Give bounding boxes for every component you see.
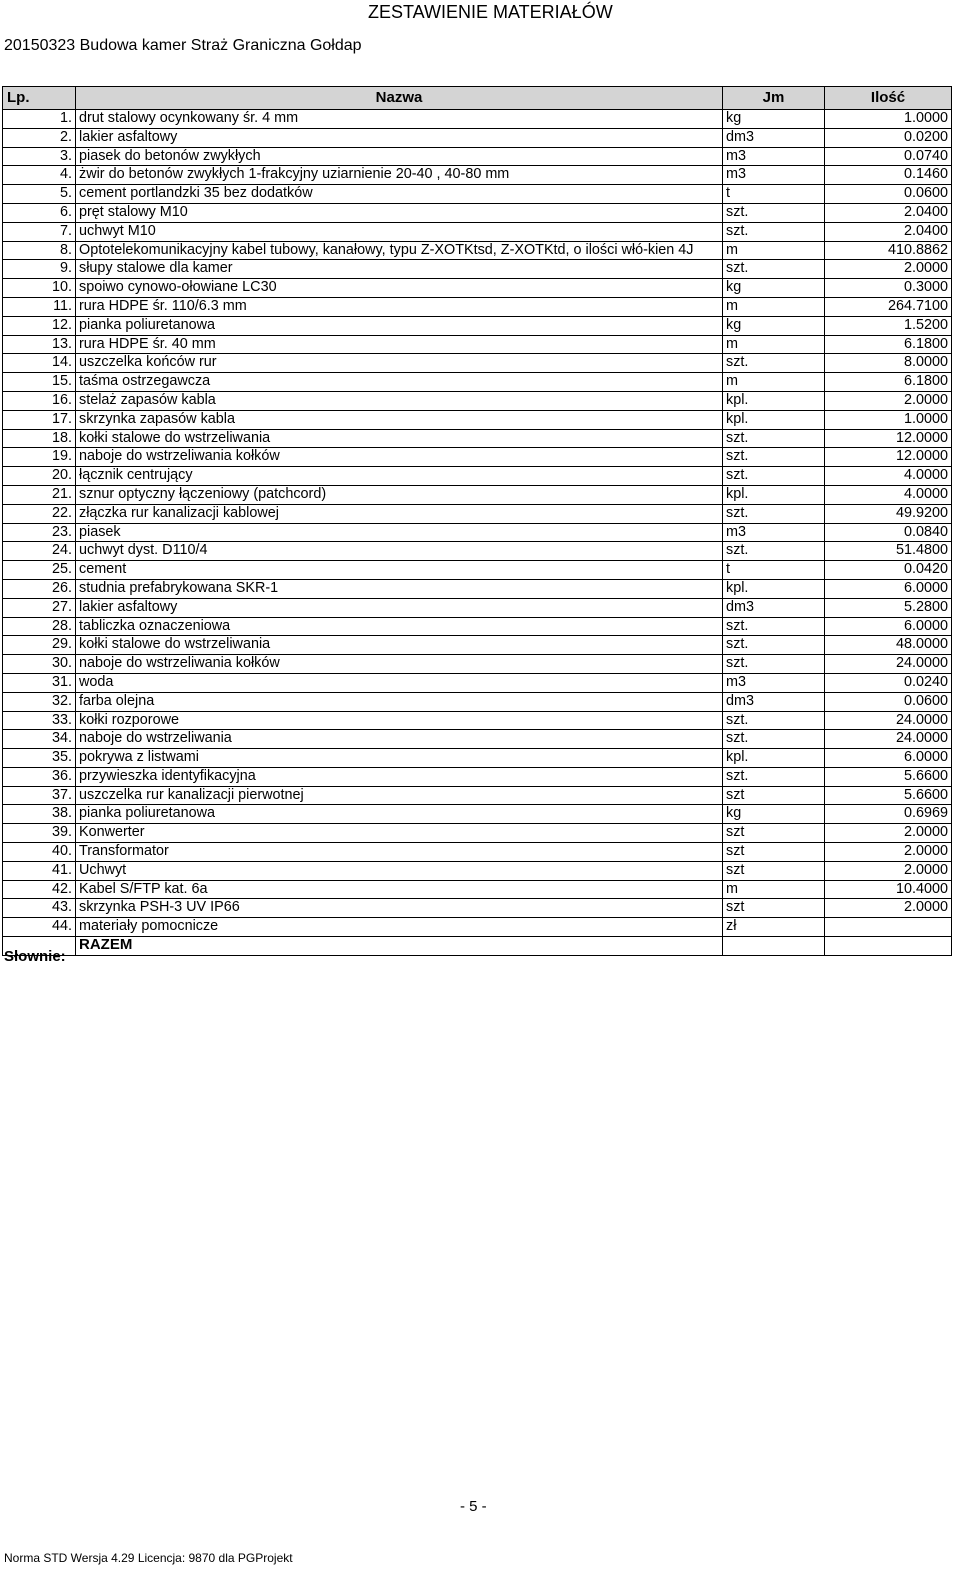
row-number: 24. — [3, 542, 76, 561]
quantity: 2.0000 — [825, 843, 952, 862]
row-number: 32. — [3, 692, 76, 711]
table-row — [3, 899, 952, 918]
total-label: RAZEM — [76, 937, 723, 956]
material-name: skrzynka PSH-3 UV IP66 — [76, 899, 723, 918]
row-number: 22. — [3, 504, 76, 523]
material-name: Optotelekomunikacyjny kabel tubowy, kanałowy, typu Z-XOTKtsd, Z-XOTKtd, o ilości włó-kien 4J — [76, 241, 723, 260]
table-row — [3, 805, 952, 824]
material-name: uszczelka końców rur — [76, 354, 723, 373]
unit: szt. — [723, 767, 825, 786]
unit: m — [723, 297, 825, 316]
table-row — [3, 185, 952, 204]
row-number: 40. — [3, 843, 76, 862]
unit: szt. — [723, 203, 825, 222]
unit: szt. — [723, 429, 825, 448]
table-row — [3, 673, 952, 692]
unit: kg — [723, 279, 825, 298]
material-name: piasek do betonów zwykłych — [76, 147, 723, 166]
quantity: 5.6600 — [825, 786, 952, 805]
unit: szt — [723, 843, 825, 862]
material-name: rura HDPE śr. 40 mm — [76, 335, 723, 354]
row-number: 19. — [3, 448, 76, 467]
quantity: 24.0000 — [825, 711, 952, 730]
license-text: Norma STD Wersja 4.29 Licencja: 9870 dla PGProjekt — [4, 1551, 293, 1565]
material-name: piasek — [76, 523, 723, 542]
table-row — [3, 373, 952, 392]
row-number: 38. — [3, 805, 76, 824]
material-name: pianka poliuretanowa — [76, 805, 723, 824]
material-name: taśma ostrzegawcza — [76, 373, 723, 392]
table-body — [3, 110, 952, 937]
quantity: 4.0000 — [825, 467, 952, 486]
quantity: 2.0000 — [825, 899, 952, 918]
material-name: pokrywa z listwami — [76, 749, 723, 768]
quantity: 1.0000 — [825, 410, 952, 429]
unit: m — [723, 335, 825, 354]
table-row — [3, 128, 952, 147]
quantity: 49.9200 — [825, 504, 952, 523]
table-row — [3, 335, 952, 354]
material-name: lakier asfaltowy — [76, 598, 723, 617]
material-name: kołki stalowe do wstrzeliwania — [76, 636, 723, 655]
materials-table — [2, 86, 952, 956]
unit: kg — [723, 316, 825, 335]
material-name: pręt stalowy M10 — [76, 203, 723, 222]
unit: m — [723, 880, 825, 899]
row-number: 26. — [3, 579, 76, 598]
table-row — [3, 147, 952, 166]
quantity: 0.0200 — [825, 128, 952, 147]
unit: szt — [723, 824, 825, 843]
page-number: - 5 - — [460, 1498, 487, 1515]
material-name: kołki stalowe do wstrzeliwania — [76, 429, 723, 448]
quantity: 2.0000 — [825, 824, 952, 843]
quantity: 0.6969 — [825, 805, 952, 824]
row-number: 43. — [3, 899, 76, 918]
material-name: Transformator — [76, 843, 723, 862]
unit: dm3 — [723, 598, 825, 617]
table-row — [3, 692, 952, 711]
unit: szt. — [723, 636, 825, 655]
quantity: 48.0000 — [825, 636, 952, 655]
quantity: 0.0600 — [825, 185, 952, 204]
material-name: materiały pomocnicze — [76, 918, 723, 937]
quantity: 5.6600 — [825, 767, 952, 786]
row-number: 5. — [3, 185, 76, 204]
row-number: 1. — [3, 110, 76, 129]
material-name: farba olejna — [76, 692, 723, 711]
row-number: 13. — [3, 335, 76, 354]
quantity: 1.0000 — [825, 110, 952, 129]
quantity: 8.0000 — [825, 354, 952, 373]
row-number: 28. — [3, 617, 76, 636]
quantity: 4.0000 — [825, 485, 952, 504]
quantity — [825, 918, 952, 937]
material-name: naboje do wstrzeliwania kołków — [76, 448, 723, 467]
row-number: 9. — [3, 260, 76, 279]
table-row — [3, 880, 952, 899]
row-number: 4. — [3, 166, 76, 185]
material-name: tabliczka oznaczeniowa — [76, 617, 723, 636]
material-name: naboje do wstrzeliwania — [76, 730, 723, 749]
material-name: kołki rozporowe — [76, 711, 723, 730]
table-row — [3, 636, 952, 655]
table-row — [3, 523, 952, 542]
row-number: 42. — [3, 880, 76, 899]
row-number: 20. — [3, 467, 76, 486]
row-number: 33. — [3, 711, 76, 730]
unit: szt. — [723, 730, 825, 749]
material-name: Konwerter — [76, 824, 723, 843]
unit: kpl. — [723, 410, 825, 429]
material-name: lakier asfaltowy — [76, 128, 723, 147]
unit: dm3 — [723, 128, 825, 147]
quantity: 2.0400 — [825, 203, 952, 222]
row-number: 39. — [3, 824, 76, 843]
row-number: 25. — [3, 561, 76, 580]
row-number: 21. — [3, 485, 76, 504]
quantity: 1.5200 — [825, 316, 952, 335]
row-number: 12. — [3, 316, 76, 335]
material-name: cement portlandzki 35 bez dodatków — [76, 185, 723, 204]
table-row — [3, 655, 952, 674]
unit: kpl. — [723, 485, 825, 504]
material-name: skrzynka zapasów kabla — [76, 410, 723, 429]
quantity: 5.2800 — [825, 598, 952, 617]
column-header-lp: Lp. — [3, 87, 76, 110]
material-name: łącznik centrujący — [76, 467, 723, 486]
row-number: 27. — [3, 598, 76, 617]
quantity: 0.3000 — [825, 279, 952, 298]
row-number: 18. — [3, 429, 76, 448]
quantity: 6.1800 — [825, 335, 952, 354]
table-row — [3, 241, 952, 260]
quantity: 12.0000 — [825, 448, 952, 467]
table-row — [3, 598, 952, 617]
table-row — [3, 843, 952, 862]
unit: szt — [723, 786, 825, 805]
table-row — [3, 617, 952, 636]
document-title: ZESTAWIENIE MATERIAŁÓW — [368, 2, 613, 22]
quantity: 0.1460 — [825, 166, 952, 185]
quantity: 2.0000 — [825, 260, 952, 279]
table-row — [3, 354, 952, 373]
table-row — [3, 918, 952, 937]
material-name: stelaż zapasów kabla — [76, 391, 723, 410]
quantity: 12.0000 — [825, 429, 952, 448]
quantity: 2.0000 — [825, 391, 952, 410]
row-number: 35. — [3, 749, 76, 768]
unit: szt — [723, 861, 825, 880]
table-row — [3, 711, 952, 730]
quantity: 0.0600 — [825, 692, 952, 711]
material-name: słupy stalowe dla kamer — [76, 260, 723, 279]
row-number: 34. — [3, 730, 76, 749]
row-number: 11. — [3, 297, 76, 316]
material-name: cement — [76, 561, 723, 580]
material-name: Uchwyt — [76, 861, 723, 880]
column-header-unit: Jm — [723, 87, 825, 110]
row-number: 30. — [3, 655, 76, 674]
table-row — [3, 504, 952, 523]
row-number: 17. — [3, 410, 76, 429]
material-name: złączka rur kanalizacji kablowej — [76, 504, 723, 523]
row-number: 16. — [3, 391, 76, 410]
row-number: 14. — [3, 354, 76, 373]
table-row — [3, 260, 952, 279]
material-name: rura HDPE śr. 110/6.3 mm — [76, 297, 723, 316]
table-row — [3, 861, 952, 880]
table-row — [3, 767, 952, 786]
unit: szt. — [723, 542, 825, 561]
material-name: pianka poliuretanowa — [76, 316, 723, 335]
unit: m — [723, 373, 825, 392]
quantity: 410.8862 — [825, 241, 952, 260]
table-row — [3, 222, 952, 241]
table-row — [3, 485, 952, 504]
material-name: drut stalowy ocynkowany śr. 4 mm — [76, 110, 723, 129]
table-row — [3, 824, 952, 843]
quantity: 6.0000 — [825, 579, 952, 598]
unit: szt. — [723, 617, 825, 636]
quantity: 2.0000 — [825, 861, 952, 880]
unit: m3 — [723, 523, 825, 542]
table-row — [3, 297, 952, 316]
unit: szt. — [723, 260, 825, 279]
amount-in-words-label: Słownie: — [4, 948, 66, 965]
unit: kpl. — [723, 579, 825, 598]
table-row — [3, 203, 952, 222]
column-header-name: Nazwa — [76, 87, 723, 110]
total-unit-cell — [723, 937, 825, 956]
material-name: przywieszka identyfikacyjna — [76, 767, 723, 786]
unit: szt. — [723, 655, 825, 674]
row-number: 8. — [3, 241, 76, 260]
row-number: 7. — [3, 222, 76, 241]
table-row — [3, 391, 952, 410]
row-number: 6. — [3, 203, 76, 222]
row-number: 44. — [3, 918, 76, 937]
table-row — [3, 467, 952, 486]
quantity: 6.1800 — [825, 373, 952, 392]
quantity: 0.0240 — [825, 673, 952, 692]
unit: dm3 — [723, 692, 825, 711]
quantity: 6.0000 — [825, 617, 952, 636]
unit: szt. — [723, 504, 825, 523]
row-number: 23. — [3, 523, 76, 542]
unit: zł — [723, 918, 825, 937]
material-name: uchwyt M10 — [76, 222, 723, 241]
table-row — [3, 316, 952, 335]
material-name: uszczelka rur kanalizacji pierwotnej — [76, 786, 723, 805]
row-number: 31. — [3, 673, 76, 692]
row-number: 2. — [3, 128, 76, 147]
unit: m3 — [723, 166, 825, 185]
row-number: 3. — [3, 147, 76, 166]
row-number: 37. — [3, 786, 76, 805]
table-row — [3, 542, 952, 561]
unit: t — [723, 561, 825, 580]
quantity: 10.4000 — [825, 880, 952, 899]
unit: kg — [723, 805, 825, 824]
row-number: 15. — [3, 373, 76, 392]
row-number: 29. — [3, 636, 76, 655]
unit: szt. — [723, 467, 825, 486]
row-number: 41. — [3, 861, 76, 880]
quantity: 264.7100 — [825, 297, 952, 316]
material-name: studnia prefabrykowana SKR-1 — [76, 579, 723, 598]
row-number: 10. — [3, 279, 76, 298]
unit: szt — [723, 899, 825, 918]
material-name: Kabel S/FTP kat. 6a — [76, 880, 723, 899]
quantity: 0.0840 — [825, 523, 952, 542]
material-name: spoiwo cynowo-ołowiane LC30 — [76, 279, 723, 298]
table-row — [3, 579, 952, 598]
unit: t — [723, 185, 825, 204]
material-name: naboje do wstrzeliwania kołków — [76, 655, 723, 674]
table-row — [3, 279, 952, 298]
table-row — [3, 561, 952, 580]
quantity: 24.0000 — [825, 730, 952, 749]
row-number: 36. — [3, 767, 76, 786]
quantity: 24.0000 — [825, 655, 952, 674]
unit: szt. — [723, 222, 825, 241]
quantity: 51.4800 — [825, 542, 952, 561]
material-name: żwir do betonów zwykłych 1-frakcyjny uziarnienie 20-40 , 40-80 mm — [76, 166, 723, 185]
table-header-row — [3, 87, 952, 110]
table-row — [3, 749, 952, 768]
table-row — [3, 429, 952, 448]
table-row — [3, 730, 952, 749]
project-name: 20150323 Budowa kamer Straż Graniczna Gołdap — [4, 37, 362, 54]
total-row — [3, 937, 952, 956]
column-header-quantity: Ilość — [825, 87, 952, 110]
quantity: 2.0400 — [825, 222, 952, 241]
unit: szt. — [723, 711, 825, 730]
material-name: sznur optyczny łączeniowy (patchcord) — [76, 485, 723, 504]
quantity: 6.0000 — [825, 749, 952, 768]
quantity: 0.0740 — [825, 147, 952, 166]
unit: kpl. — [723, 749, 825, 768]
quantity: 0.0420 — [825, 561, 952, 580]
material-name: woda — [76, 673, 723, 692]
unit: kg — [723, 110, 825, 129]
table-row — [3, 448, 952, 467]
unit: kpl. — [723, 391, 825, 410]
total-quantity-cell — [825, 937, 952, 956]
table-row — [3, 166, 952, 185]
table-row — [3, 410, 952, 429]
table-row — [3, 110, 952, 129]
unit: szt. — [723, 354, 825, 373]
unit: m — [723, 241, 825, 260]
unit: m3 — [723, 147, 825, 166]
unit: szt. — [723, 448, 825, 467]
table-row — [3, 786, 952, 805]
unit: m3 — [723, 673, 825, 692]
material-name: uchwyt dyst. D110/4 — [76, 542, 723, 561]
